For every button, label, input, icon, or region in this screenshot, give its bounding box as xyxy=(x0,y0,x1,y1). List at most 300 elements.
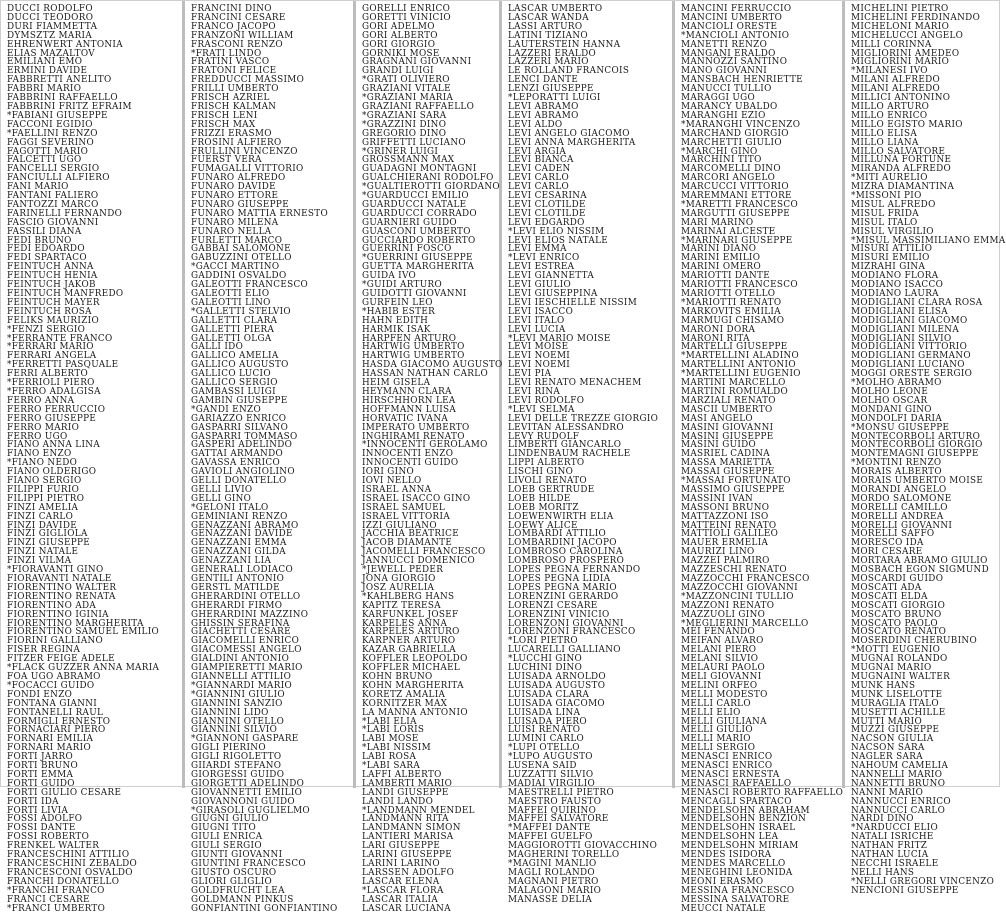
name-entry: LIVOLI RENATO xyxy=(507,475,587,487)
name-entry: GUARDUCCI NATALE xyxy=(361,198,467,210)
name-entry: GRAGNANI GIOVANNI xyxy=(361,56,472,68)
name-entry: MELINI ORFEO xyxy=(681,679,758,691)
name-entry: *MONSU GIUSEPPE xyxy=(851,421,950,433)
name-entry: FRANCESCHINI ZEBALDO xyxy=(7,858,138,869)
name-entry: *FRATI LINDO xyxy=(191,47,262,59)
name-column-4 xyxy=(502,1,675,905)
name-entry: *FERRO ADALGISA xyxy=(7,385,101,397)
name-entry: MASSA MARIETTA xyxy=(681,457,772,469)
name-entry: MANASSE DELIA xyxy=(507,893,592,905)
name-entry: NATALI ISRICHE xyxy=(851,831,934,843)
name-entry: MISURI EMILIO xyxy=(851,252,930,264)
name-entry: FABBRI MARIO xyxy=(7,83,82,95)
name-entry: MOSCATO RENATO xyxy=(851,626,947,638)
name-entry: ELIAS MAZALTOV xyxy=(7,47,95,59)
name-entry: FEINTUCH MAYER xyxy=(7,296,100,308)
name-entry: GIANNINI OTELLO xyxy=(191,715,285,727)
name-entry: FUNARO MATTIA ERNESTO xyxy=(191,207,329,219)
name-entry: FANTANI FALIERO xyxy=(7,190,99,202)
name-entry: MANSBACH HENRIETTE xyxy=(681,74,803,86)
name-entry: MELANI PIERO xyxy=(681,644,757,656)
name-entry: MILANI ALFREDO xyxy=(851,83,941,95)
name-entry: MANNOZZI SANTINO xyxy=(681,56,788,68)
name-entry: GRAZIANI RAFFAELLO xyxy=(361,100,474,112)
name-entry: LEVI IESCHIELLE NISSIM xyxy=(507,296,637,308)
name-entry: GRAZIANI VITALE xyxy=(361,83,451,95)
name-entry: LARI GIUSEPPE xyxy=(361,840,440,852)
name-entry: FUNARO ETTORE xyxy=(191,190,279,202)
name-entry: MASSINI IVAN xyxy=(681,492,754,504)
name-entry: FIORENTINO SAMUEL EMILIO xyxy=(7,626,160,638)
name-entry: FORTI EMMA xyxy=(7,768,74,780)
name-entry: *GIANNONI GASPARE xyxy=(191,733,299,745)
name-entry: *FRANCHI FRANCO xyxy=(7,884,105,896)
name-entry: GALLETTI OLGA xyxy=(191,332,272,344)
name-entry: FRENKEL WALTER xyxy=(7,840,100,852)
name-entry: FIORENTINO MARGHERITA xyxy=(7,617,144,629)
name-entry: MORANDI ANGELO xyxy=(851,483,947,495)
name-entry: LEVI CARLO xyxy=(507,172,569,184)
name-entry: LEVI NOEMI xyxy=(507,359,570,371)
name-entry: LASCAR ITALIA xyxy=(361,893,438,905)
name-entry: MATTAZZONI ISO xyxy=(681,510,769,522)
name-entry: FANCIULLI ALFIERO xyxy=(7,172,110,184)
name-entry: *GRAZIANI MARIA xyxy=(361,92,453,104)
name-entry: *GRATI OLIVIERO xyxy=(361,74,450,86)
name-entry: MENEGHINI LEONIDA xyxy=(681,866,793,878)
name-entry: MENDELSOHN BENZION xyxy=(681,813,807,825)
name-entry: GIGLI RIGOLETTO xyxy=(191,751,282,763)
name-entry: FANTOZZI MARCO xyxy=(7,198,99,210)
name-entry: GIGLI PIERINO xyxy=(191,742,267,754)
name-entry: *LANDMANN MENDEL xyxy=(361,804,475,816)
name-entry: FINZI NATALE xyxy=(7,546,79,558)
name-entry: GURFEIN LEO xyxy=(361,296,433,308)
name-entry: DURI FIAMMETTA xyxy=(7,20,98,32)
name-entry: NAGLER SARA xyxy=(851,751,923,763)
name-entry: FRISCH MAX xyxy=(191,118,256,130)
name-entry: MAGGIOROTTI GIOVACCHINO xyxy=(507,840,657,852)
name-entry: LOMBARDI ATTILIO xyxy=(507,528,606,540)
name-entry: MAUER ERMELIA xyxy=(681,537,769,549)
name-entry: MORELLI ANDREA xyxy=(851,510,944,522)
name-entry: LASCAR ELENA xyxy=(361,875,440,887)
name-entry: GORI ALBERTO xyxy=(361,29,438,41)
name-entry: MASINI GIUSEPPE xyxy=(681,430,774,442)
name-entry: *FOCACCI GUIDO xyxy=(7,679,95,691)
name-entry: GORETTI VINICIO xyxy=(361,11,451,23)
name-entry: HARTWIG UMBERTO xyxy=(361,350,465,362)
name-entry: MORELLI CAMILLO xyxy=(851,501,948,513)
name-entry: ISRAEL VITTORIA xyxy=(361,510,450,522)
name-entry: MENASCI ENRICO xyxy=(681,760,773,772)
name-entry: MOSCATO PAOLO xyxy=(851,617,938,629)
name-entry: NENCIONI GIUSEPPE xyxy=(851,884,959,896)
name-entry: IOVI NELLO xyxy=(361,475,422,487)
name-entry: *GELONI ITALO xyxy=(191,501,269,513)
name-entry: FRISCH AZRIEL xyxy=(191,92,270,104)
name-entry: GENAZZANI EMMA xyxy=(191,537,287,549)
name-entry: LUISADA CLARA xyxy=(507,688,589,700)
name-entry: MARCORI ANGELO xyxy=(681,172,776,184)
name-entry: *MITI AURELIO xyxy=(851,172,928,184)
name-entry: LEVITAN ALESSANDRO xyxy=(507,421,624,433)
name-entry: FRANCO JACOPO xyxy=(191,20,277,32)
name-entry: *LUPI OTELLO xyxy=(507,742,580,754)
name-entry: LANDMANN RITA xyxy=(361,813,449,825)
name-entry: MADIAI VIRGILIO xyxy=(507,777,595,789)
name-entry: LARINI GIUSEPPE xyxy=(361,849,452,861)
name-entry: EHRENWERT ANTONIA xyxy=(7,38,123,50)
name-entry: LIMBERTI GIANCARLO xyxy=(507,439,621,451)
name-entry: GENTILI ANTONIO xyxy=(191,573,285,584)
name-entry: MISURI ATTILIO xyxy=(851,243,933,255)
name-entry: GUCCIARDO ROBERTO xyxy=(361,234,476,246)
name-entry: MELI GIOVANNI xyxy=(681,670,762,682)
name-entry: MELLI ELIO xyxy=(681,706,741,718)
name-entry: LEVI MOISE xyxy=(507,341,569,353)
name-entry: *KAHLBERG HANS xyxy=(361,590,455,602)
name-entry: GIANNINI SILVIO xyxy=(191,724,278,736)
name-entry: MENDELSOHN ABRAHAM xyxy=(681,804,810,816)
name-entry: FEINTUCH HENIA xyxy=(7,270,98,282)
name-entry: GIACHETTI CESARE xyxy=(191,626,292,638)
name-entry: FASCIO GIOVANNI xyxy=(7,216,99,228)
name-entry: GASPERI ADELINDO xyxy=(191,439,293,451)
name-entry: MARCOMELLI DINO xyxy=(681,163,781,175)
name-entry: LEVI GIUSEPPINA xyxy=(507,288,598,299)
name-entry: LEVI ELIOS NATALE xyxy=(507,234,608,246)
name-entry: MENDELSOHN LEA xyxy=(681,831,779,843)
name-entry: *INNOCENTI GEROLAMO xyxy=(361,439,488,451)
name-entry: *MARETTI FRANCESCO xyxy=(681,198,799,210)
name-entry: *LABI LORIS xyxy=(361,724,424,736)
name-entry: MOSBACH EGON SIGMUND xyxy=(851,564,989,576)
name-entry: GADDINI OSVALDO xyxy=(191,270,287,282)
name-entry: IMPERATO UMBERTO xyxy=(361,421,470,433)
name-entry: FORMIGLI ERNESTO xyxy=(7,715,111,727)
name-entry: MELAURI PAOLO xyxy=(681,662,766,674)
name-entry: FILIPPI PIETRO xyxy=(7,492,85,504)
name-entry: DUCCI TEODORO xyxy=(7,11,94,23)
name-entry: GUIDOTTI GIOVANNI xyxy=(361,288,467,299)
name-entry: LEVI RINA xyxy=(507,385,560,397)
name-entry: MARAGGI UGO xyxy=(681,92,756,104)
name-entry: *MAZZONCINI TULLIO xyxy=(681,590,794,602)
name-entry: LEVI BIANCA xyxy=(507,154,574,166)
name-entry: GIORGESSI GUIDO xyxy=(191,768,285,780)
name-entry: *MARTELLINI EUGENIO xyxy=(681,368,801,380)
name-entry: MASCII UMBERTO xyxy=(681,403,773,415)
name-entry: MELLI GIULIO xyxy=(681,724,753,736)
name-entry: FAGGI SEVERINO xyxy=(7,136,95,148)
name-entry: *LEVI ELIO NISSIM xyxy=(507,225,605,237)
name-entry: LEVI ITALO xyxy=(507,314,565,326)
name-entry: FERRO UGO xyxy=(7,430,68,442)
name-entry: KORNITZER MAX xyxy=(361,697,447,709)
name-entry: MELANI SILVIO xyxy=(681,653,759,665)
name-entry: LABI ROSA xyxy=(361,751,416,763)
name-entry: *MAFFEI DANTE xyxy=(507,822,591,834)
name-entry: MILLO ELISA xyxy=(851,127,918,139)
name-entry: LANTIERI MARISA xyxy=(361,831,454,843)
name-entry: NANNELLI MARIO xyxy=(851,768,943,780)
name-entry: FABBRINI RAFFAELLO xyxy=(7,92,118,104)
name-entry: *FERRIOLI PIERO xyxy=(7,377,95,389)
name-entry: MISUL FRIDA xyxy=(851,207,919,219)
name-entry: GELLI GINO xyxy=(191,492,252,504)
name-entry: FORTI IDA xyxy=(7,795,59,807)
name-entry: GABUZZINI OTELLO xyxy=(191,252,293,264)
name-entry: LARINI LARINO xyxy=(361,858,440,869)
name-entry: MORESCO IDA xyxy=(851,537,924,549)
name-entry: MENASCI ROBERTO RAFFAELLO xyxy=(681,786,844,798)
name-entry: MILLO ENRICO xyxy=(851,109,928,121)
name-entry: GALLICO SERGIO xyxy=(191,377,279,389)
name-entry: JACOB DIAMANTE xyxy=(361,537,452,549)
name-entry: KORETZ AMALIA xyxy=(361,688,445,700)
name-entry: MAZZEI PALMIRO xyxy=(681,555,770,567)
name-entry: FILIPPI FURIO xyxy=(7,483,80,495)
name-entry: GERSTL MATILDE xyxy=(191,581,281,593)
name-entry: FIANO ENZO xyxy=(7,448,72,460)
name-entry: *MONTINI RENZO xyxy=(851,457,942,469)
name-entry: FINZI GIGLIOLA xyxy=(7,528,88,540)
name-entry: FEINTUCH ROSA xyxy=(7,305,92,317)
name-entry: MESSINA FRANCESCO xyxy=(681,884,795,896)
name-entry: GEMINIANI RENZO xyxy=(191,510,288,522)
name-entry: LORENZINI GERARDO xyxy=(507,590,619,602)
name-entry: FRULLINI VINCENZO xyxy=(191,145,299,157)
name-entry: GUIDA IVO xyxy=(361,270,416,282)
name-entry: LOMBROSO CAROLINA xyxy=(507,546,623,558)
name-entry: GIANNINI SANZIO xyxy=(191,697,283,709)
name-entry: *GUERRINI GIUSEPPE xyxy=(361,252,473,264)
name-entry: *MARCHI GINO xyxy=(681,145,758,157)
name-entry: *LABI NISSIM xyxy=(361,742,431,754)
name-entry: *FIORAVANTI GINO xyxy=(7,564,104,576)
name-entry: FIANO OLDERIGO xyxy=(7,466,97,478)
name-entry: LOEB HILDE xyxy=(507,492,571,504)
name-entry: KOHN BRUNO xyxy=(361,670,433,682)
name-entry: LATINI TIZIANO xyxy=(507,29,588,41)
name-entry: MODIGLIANI VITTORIO xyxy=(851,341,968,353)
name-entry: LANDMANN SIMON xyxy=(361,822,461,834)
name-entry: *MARANGHI VINCENZO xyxy=(681,118,801,130)
name-entry: *LORI PIETRO xyxy=(507,635,578,647)
name-entry: LASCAR LUCIANA xyxy=(361,902,451,914)
name-entry: LUISADA ARNOLDO xyxy=(507,670,606,682)
name-entry: MODIANO ISACCO xyxy=(851,279,944,291)
name-entry: MENDELSOHN MIRIAM xyxy=(681,840,799,852)
name-entry: LEVI ABRAMO xyxy=(507,100,579,112)
name-entry: FUNARO MILENA xyxy=(191,216,279,228)
name-entry: GIAMPIERETTI MARIO xyxy=(191,662,304,674)
name-entry: FRANCESCONI OSVALDO xyxy=(7,866,133,878)
name-entry: *GUARDUCCI EMILIO xyxy=(361,190,469,202)
name-entry: *LEVI ENRICO xyxy=(507,252,580,264)
name-entry: *FABIANI GIUSEPPE xyxy=(7,109,108,121)
name-entry: *GIRASOLI GUGLIELMO xyxy=(191,804,311,816)
name-entry: LAMBERTI MARIO xyxy=(361,777,452,789)
name-entry: MANUCCI TULLIO xyxy=(681,83,772,95)
name-entry: *GIANNARDI MARIO xyxy=(191,679,293,691)
name-entry: GREGORIO DINO xyxy=(361,127,446,139)
name-entry: MANCINI FERRUCCIO xyxy=(681,3,792,14)
name-entry: FACCONI EGIDIO xyxy=(7,118,93,130)
name-entry: FORTI JARRO xyxy=(7,751,74,763)
name-entry: LEVI GIULIO xyxy=(507,279,571,291)
name-entry: FINZI AMELIA xyxy=(7,501,79,513)
name-entry: FARINELLI FERNANDO xyxy=(7,207,123,219)
name-entry: LUZZATTI SILVIO xyxy=(507,768,594,780)
name-entry: LEVI CLOTILDE xyxy=(507,198,586,210)
name-entry: LOMBARDINI JACOPO xyxy=(507,537,617,549)
name-entry: FREDDUCCI MASSIMO xyxy=(191,74,305,86)
name-entry: MARANGHI EZIO xyxy=(681,109,766,121)
name-entry: IORI GINO xyxy=(361,466,414,478)
name-entry: *GACCI MARTINO xyxy=(191,261,280,273)
name-entry: FORNARI MARIO xyxy=(7,742,92,754)
name-entry: GARIAZZO ENRICO xyxy=(191,412,287,424)
name-entry: ISRAEL SAMUEL xyxy=(361,501,445,513)
name-entry: FRATINI VASCO xyxy=(191,56,270,68)
name-entry: LANDI GIUSEPPE xyxy=(361,786,449,798)
name-entry: MILANI ALFREDO xyxy=(851,74,941,86)
name-entry: MORAIS ALBERTO xyxy=(851,466,942,478)
name-entry: MARZIALI RENATO xyxy=(681,394,776,406)
name-entry: MENASCI RAFFAELLO xyxy=(681,777,792,789)
name-entry: FOA UGO ABRAMO xyxy=(7,670,101,682)
name-entry: LOMBROSO PROSPERO xyxy=(507,555,624,567)
name-entry: FERRO FERRUCCIO xyxy=(7,403,106,415)
name-entry: GABBAI SALOMONE xyxy=(191,243,292,255)
name-entry: FABBRINI FRITZ EFRAIM xyxy=(7,100,132,112)
name-entry: NATHAN LUCIA xyxy=(851,849,929,861)
name-entry: MANCINI UMBERTO xyxy=(681,11,783,23)
name-entry: *GUALTIEROTTI GIORDANO xyxy=(361,181,500,193)
name-entry: GIANNELLI ATTILIO xyxy=(191,670,292,682)
name-entry: MIRANDA ALFREDO xyxy=(851,163,952,175)
name-entry: ERMINI DAVIDE xyxy=(7,65,88,77)
name-entry: MIZRAHI GINA xyxy=(851,261,926,273)
name-entry: MANO GIOVANNI xyxy=(681,65,768,77)
name-entry: MARI MARINO xyxy=(681,216,754,228)
name-entry: LEVY RUDOLF xyxy=(507,430,579,442)
name-entry: MODIANO FLORA xyxy=(851,270,939,282)
name-entry: GASPARRI TOMMASO xyxy=(191,430,298,442)
name-entry: GIULI SERGIO xyxy=(191,840,263,852)
name-entry: FRIZZI ERASMO xyxy=(191,127,273,139)
name-entry: LEVI ANNA MARGHERITA xyxy=(507,136,636,148)
name-entry: MURAGLIA ITALO xyxy=(851,697,939,709)
name-entry: FRANCHI DONATELLO xyxy=(7,875,120,887)
name-entry: MONTECORBOLI ARTURO xyxy=(851,430,981,442)
name-entry: *LASCAR FLORA xyxy=(361,884,444,896)
name-entry: LUISADA AUGUSTO xyxy=(507,679,605,691)
name-entry: FIANO SERGIO xyxy=(7,475,82,487)
name-entry: MEI FENANDO xyxy=(681,626,756,638)
name-entry: MUNK LISELOTTE xyxy=(851,688,943,700)
name-entry: GOLDFRUCHT LEA xyxy=(191,884,286,896)
name-entry: MARINAI ALCESTE xyxy=(681,225,776,237)
name-entry: INNOCENTI GUIDO xyxy=(361,457,459,469)
name-entry: NELLI HANS xyxy=(851,866,915,878)
name-entry: MISUL ITALO xyxy=(851,216,918,228)
name-entry: LEVI ESTREA xyxy=(507,261,575,273)
name-entry: LASSI ARTURO xyxy=(507,20,583,32)
name-entry: MODIGLIANI LUCIANO xyxy=(851,359,965,371)
name-entry: JONA GIORGIO xyxy=(361,573,436,584)
name-entry: FERRI ALBERTO xyxy=(7,368,89,380)
name-entry: MORDO SALOMONE xyxy=(851,492,952,504)
name-entry: NANNETTI BRUNO xyxy=(851,777,946,789)
name-entry: FALCETTI UGO xyxy=(7,154,82,166)
name-entry: FINZI CARLO xyxy=(7,510,74,522)
name-entry: MARCHETTI GIULIO xyxy=(681,136,782,148)
name-entry: GENAZZANI GILDA xyxy=(191,546,287,558)
name-entry: FINZI VILMA xyxy=(7,555,72,567)
name-entry: LAUTERSTEIN HANNA xyxy=(507,38,621,50)
name-entry: FIANO ANNA LINA xyxy=(7,439,101,451)
name-entry: MARONI RITA xyxy=(681,332,750,344)
name-entry: GENAZZANI DAVIDE xyxy=(191,528,294,540)
name-entry: FONDI ENZO xyxy=(7,688,73,700)
name-entry: FRANCESCHINI ATTILIO xyxy=(7,849,130,861)
name-entry: *GANDI ENZO xyxy=(191,403,262,415)
name-entry: FIORENTINO IGINIA xyxy=(7,608,109,620)
name-entry: HARTWIG UMBERTO xyxy=(361,341,465,353)
name-entry: MANCIOLI ORESTE xyxy=(681,20,778,32)
name-entry: GENERALI LODIACO xyxy=(191,564,294,576)
name-entry: FIORENTINO RENATA xyxy=(7,590,116,602)
name-entry: GALLETTI PIERA xyxy=(191,323,275,335)
name-entry: GALLICO AMELIA xyxy=(191,350,279,362)
name-entry: FORNACIARI PIERO xyxy=(7,724,106,736)
name-entry: MUGNAI MARIO xyxy=(851,662,932,674)
name-entry: *NARDUCCI ELIO xyxy=(851,822,939,834)
name-entry: FUMAGALLI VITTORIO xyxy=(191,163,304,175)
name-entry: *LEVI MARIO MOISE xyxy=(507,332,611,344)
name-entry: GUETTA MARGHERITA xyxy=(361,261,474,273)
name-entry: FRASCONI RENZO xyxy=(191,38,284,50)
name-entry: *LABI ELIA xyxy=(361,715,417,727)
name-column-1 xyxy=(1,1,185,914)
name-entry: MAFFEI QUIRINO xyxy=(507,804,596,816)
name-entry: FORTI LIVIA xyxy=(7,804,69,816)
name-entry: LOPES PEGNA FERNANDO xyxy=(507,564,641,576)
name-entry: LUCHINI DINO xyxy=(507,662,582,674)
name-entry: *FRANCI UMBERTO xyxy=(7,902,106,914)
name-entry: FEDI BRUNO xyxy=(7,234,72,246)
name-entry: MOSERDINI CHERUBINO xyxy=(851,635,978,647)
name-entry: LEVI DELLE TREZZE GIORGIO xyxy=(507,412,658,424)
name-entry: GUARNIERI GUIDO xyxy=(361,216,457,228)
name-entry: LUSENA SAID xyxy=(507,760,577,772)
name-entry: LEVI EDGARDO xyxy=(507,216,585,228)
name-entry: MUNK HANS xyxy=(851,679,916,691)
name-entry: LENZI GIUSEPPE xyxy=(507,83,594,95)
name-entry: MILLO EGISTO MARIO xyxy=(851,118,963,130)
name-entry: LINDENBAUM RACHELE xyxy=(507,448,631,460)
name-entry: LORENZONI GIOVANNI xyxy=(507,617,624,629)
name-entry: LEVI ISACCO xyxy=(507,305,573,317)
name-entry: FERRARI ANGELA xyxy=(7,350,97,362)
name-entry: GUALCHIERANI RODOLFO xyxy=(361,172,494,184)
name-entry: *MARTELLINI ALADINO xyxy=(681,350,800,362)
name-entry: LAFFI ALBERTO xyxy=(361,768,442,780)
name-entry: GAMBIN GIUSEPPE xyxy=(191,394,288,406)
